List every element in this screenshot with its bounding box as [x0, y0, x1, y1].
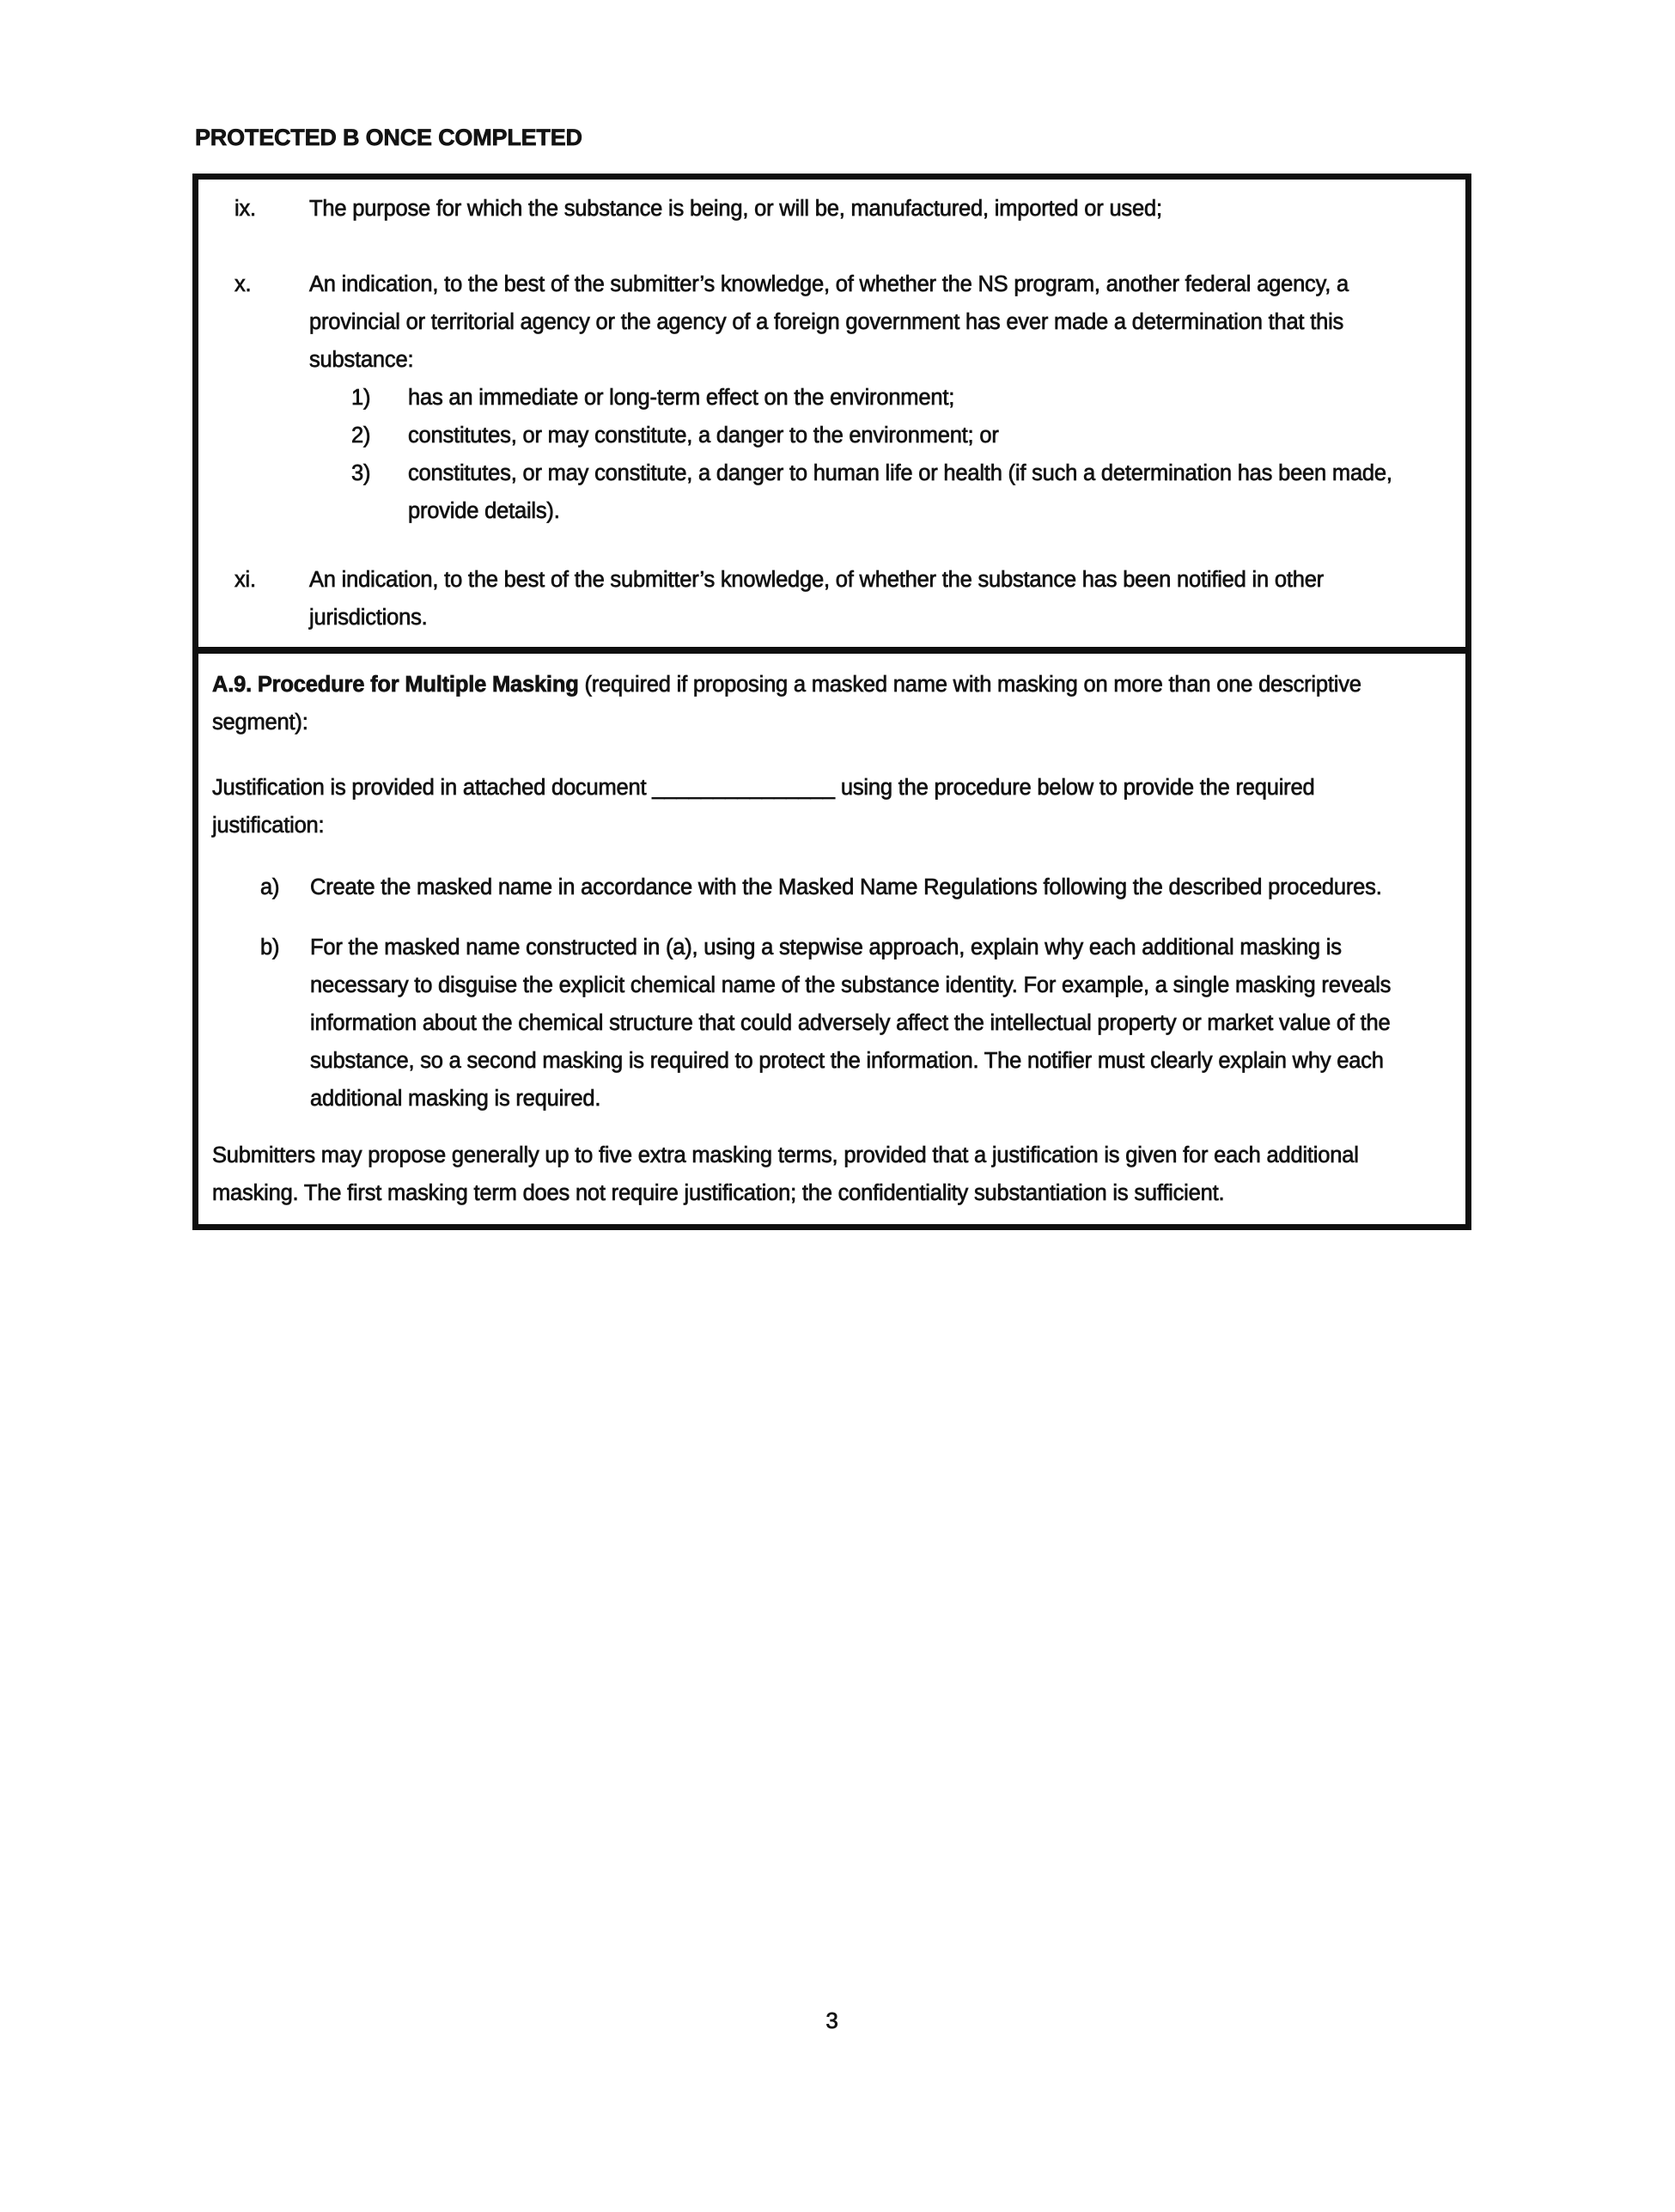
section-divider: [198, 647, 1465, 654]
sublist-item-2: [309, 417, 1431, 454]
list-item-xi-text: An indication, to the best of the submitter’s knowledge, of whether the substance has been notified in other jurisdictions.: [309, 568, 1324, 630]
step-item-a: [198, 868, 1422, 906]
list-item-ix-label: ix.: [234, 197, 256, 221]
sublist-item-1-label: 1): [351, 386, 371, 410]
page-number: 3: [825, 2008, 838, 2033]
justification-paragraph: [212, 769, 1422, 844]
section-title-bold: A.9. Procedure for Multiple Masking: [212, 673, 579, 697]
form-section-container: [192, 174, 1471, 1230]
step-item-b-text: For the masked name constructed in (a), using a stepwise approach, explain why each additional masking is necessary to disguise the explicit chemical name of the substance identity. For example, a single masking reveals information about the chemical structure that could adversely affect the intellectual property or market value of the substance, so a second masking is required to protect the information. The notifier must clearly explain why each additional masking is required.: [310, 935, 1392, 1111]
step-item-a-label: a): [260, 875, 280, 899]
section-substance-information: [198, 180, 1465, 647]
justification-blank-field: _______________: [652, 776, 835, 800]
closing-paragraph: Submitters may propose generally up to five extra masking terms, provided that a justification is given for each additional masking. The first masking term does not require justification; the confidentiality substantiation is sufficient.: [212, 1143, 1359, 1205]
list-item-x-text: An indication, to the best of the submitter’s knowledge, of whether the NS program, another federal agency, a provincial or territorial agency or the agency of a foreign government has ever made a determination that this substance:: [309, 272, 1349, 372]
sublist-item-1-text: has an immediate or long-term effect on the environment;: [408, 386, 955, 410]
list-item-x-label: x.: [234, 272, 252, 296]
sublist-item-3-text: constitutes, or may constitute, a danger to human life or health (if such a determination has been made, provide details).: [408, 461, 1392, 523]
list-item-ix-text: The purpose for which the substance is being, or will be, manufactured, imported or used;: [309, 197, 1162, 221]
justification-text-before: Justification is provided in attached document: [212, 776, 647, 800]
section-title: [212, 666, 1422, 741]
section-multiple-masking: [198, 654, 1465, 1224]
justification-text-after: using the procedure below to provide the required justification:: [212, 776, 1315, 838]
determination-sublist: [309, 379, 1431, 530]
sublist-item-3: [309, 454, 1431, 530]
list-item-x-body: [309, 265, 1431, 530]
classification-header: PROTECTED B ONCE COMPLETED: [195, 125, 582, 150]
list-item-ix: [198, 190, 1431, 228]
step-item-a-text: Create the masked name in accordance with the Masked Name Regulations following the described procedures.: [310, 875, 1382, 899]
section-title-rest: (required if proposing a masked name with masking on more than one descriptive segment):: [212, 673, 1361, 734]
sublist-item-2-label: 2): [351, 424, 371, 448]
step-item-b-label: b): [260, 935, 280, 960]
list-item-xi-label: xi.: [234, 568, 256, 592]
step-item-b: [198, 929, 1422, 1118]
sublist-item-1: [309, 379, 1431, 417]
list-item-xi: [198, 561, 1431, 637]
sublist-item-2-text: constitutes, or may constitute, a danger to the environment; or: [408, 424, 999, 448]
sublist-item-3-label: 3): [351, 461, 371, 485]
list-item-x: [198, 265, 1431, 530]
